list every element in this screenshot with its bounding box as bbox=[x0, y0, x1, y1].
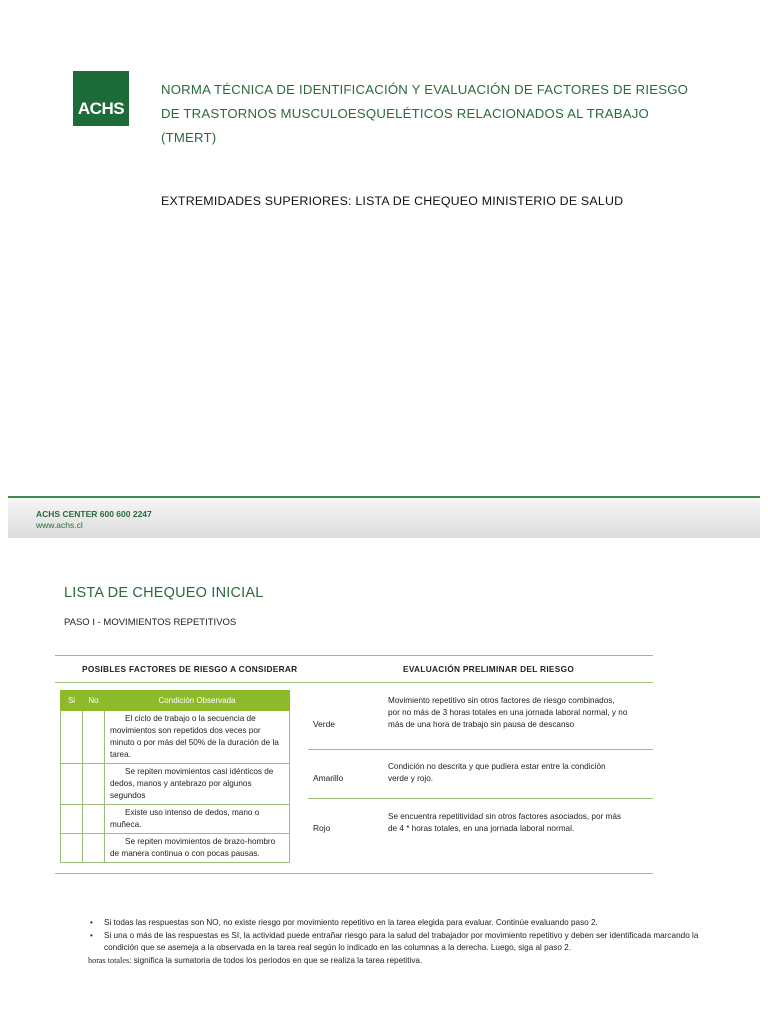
eval-description-verde: Movimiento repetitivo sin otros factores de riesgo combinados, por no más de 3 horas totales en una jornada laboral normal, y no más de una hora de trabajo sin pausa de descanso bbox=[388, 696, 628, 729]
condition-table bbox=[60, 690, 290, 863]
eval-category-rojo: Rojo bbox=[313, 823, 331, 833]
no-checkbox[interactable] bbox=[83, 711, 105, 764]
right-column-header: EVALUACIÓN PRELIMINAR DEL RIESGO bbox=[403, 664, 575, 674]
eval-separator bbox=[308, 749, 653, 750]
si-checkbox[interactable] bbox=[61, 805, 83, 834]
no-checkbox[interactable] bbox=[83, 764, 105, 805]
si-checkbox[interactable] bbox=[61, 711, 83, 764]
note-item: • Si una o más de las respuestas es SI, la actividad puede entrañar riesgo para la salud del trabajador por movimiento repetitivo y deben ser identificada marcando la condición que se asemeja a la observada en la tarea real según lo indicado en las columnas a la derecha. Luego, siga al paso 2. bbox=[104, 930, 728, 955]
achs-logo bbox=[73, 71, 129, 126]
definition bbox=[88, 955, 728, 968]
document-title bbox=[161, 78, 689, 150]
si-header: Si bbox=[61, 691, 83, 711]
condition-cell: Existe uso intenso de dedos, mano o muñeca. bbox=[105, 805, 290, 834]
title-line-2: DE TRASTORNOS MUSCULOESQUELÉTICOS RELACIONADOS AL TRABAJO bbox=[161, 106, 649, 121]
document-subtitle: EXTREMIDADES SUPERIORES: LISTA DE CHEQUEO MINISTERIO DE SALUD bbox=[161, 194, 624, 208]
condition-cell: Se repiten movimientos casi idénticos de dedos, manos y antebrazo por algunos segundos bbox=[105, 764, 290, 805]
si-checkbox[interactable] bbox=[61, 834, 83, 863]
left-column-header: POSIBLES FACTORES DE RIESGO A CONSIDERAR bbox=[82, 664, 298, 674]
eval-description-amarillo: Condición no descrita y que pudiera estar entre la condición verde y rojo. bbox=[388, 762, 606, 783]
note-item: • Si todas las respuestas son NO, no existe riesgo por movimiento repetitivo en la tarea elegida para evaluar. Continúe evaluando paso 2. bbox=[104, 917, 728, 930]
table-row bbox=[61, 711, 290, 764]
notes bbox=[88, 917, 728, 967]
eval-category-amarillo: Amarillo bbox=[313, 773, 344, 783]
no-checkbox[interactable] bbox=[83, 834, 105, 863]
table-row bbox=[61, 764, 290, 805]
achs-center-phone: ACHS CENTER 600 600 2247 bbox=[36, 509, 152, 519]
si-checkbox[interactable] bbox=[61, 764, 83, 805]
eval-category-verde: Verde bbox=[313, 719, 335, 729]
definition-term: horas totales bbox=[88, 955, 130, 965]
top-rule bbox=[55, 655, 653, 656]
no-checkbox[interactable] bbox=[83, 805, 105, 834]
definition-text: : significa la sumatoria de todos los periodos en que se realiza la tarea repetitiva. bbox=[129, 955, 423, 965]
condition-cell: El ciclo de trabajo o la secuencia de movimientos son repetidos dos veces por minuto o por más del 50% de la duración de la tarea. bbox=[105, 711, 290, 764]
header-rule bbox=[55, 682, 653, 683]
bottom-rule bbox=[55, 873, 653, 874]
step-label: PASO I - MOVIMIENTOS REPETITIVOS bbox=[64, 617, 237, 628]
logo-text: ACHS bbox=[77, 99, 125, 118]
eval-description-rojo: Se encuentra repetitividad sin otros factores asociados, por más de 4 * horas totales, en una jornada laboral normal. bbox=[388, 812, 622, 833]
condition-cell: Se repiten movimientos de brazo-hombro de manera continua o con pocas pausas. bbox=[105, 834, 290, 863]
table-row bbox=[61, 834, 290, 863]
condition-header: Condición Observada bbox=[105, 691, 290, 711]
website-link[interactable]: www.achs.cl bbox=[36, 520, 83, 530]
section-heading: LISTA DE CHEQUEO INICIAL bbox=[64, 585, 264, 601]
title-line-3: (TMERT) bbox=[161, 130, 217, 145]
no-header: No bbox=[83, 691, 105, 711]
title-line-1: NORMA TÉCNICA DE IDENTIFICACIÓN Y EVALUACIÓN DE FACTORES DE RIESGO bbox=[161, 82, 689, 97]
table-row bbox=[61, 805, 290, 834]
eval-separator bbox=[308, 798, 653, 799]
